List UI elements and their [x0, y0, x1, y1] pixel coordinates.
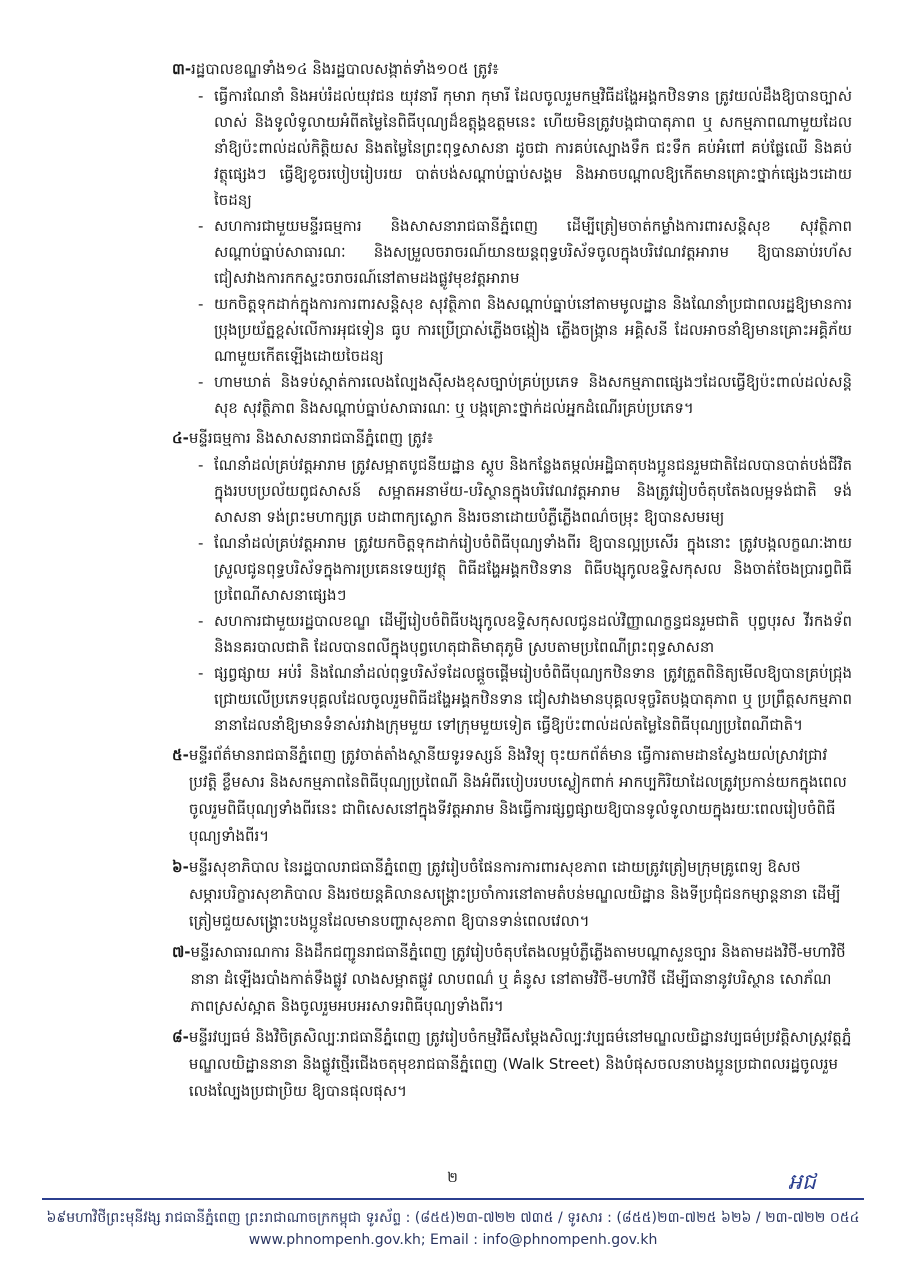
bullet-text: សហការជាមួយមន្ទីរធម្មការ និងសាសនារាជធានីភ្នំពេញ ដើម្បីត្រៀមចាត់កម្លាំងការពារសន្តិសុខ សុវត្ថិភាព សណ្តាប់ធ្នាប់សាធារណៈ និងសម្រួលចរាចរណ៍យានយន្តពុទ្ធបរិស័ទចូលក្នុងបរិវេណវត្តអារាម ឱ្យបានឆាប់រហ័ស ជៀសវាងការកកស្ទះចរាចរណ៍នៅតាមដងផ្លូវមុខវត្តអារាម	[214, 217, 852, 287]
numbered-item	[172, 425, 852, 738]
numbered-item	[172, 1024, 852, 1105]
bullet-item	[198, 530, 852, 608]
item-number: ៨-	[172, 1028, 189, 1046]
bullet-item	[198, 608, 852, 660]
signature-initials: អជ	[788, 1170, 816, 1195]
bullet-dash: -	[198, 612, 204, 630]
footer-website-email: www.phnompenh.gov.kh; Email : info@phnompenh.gov.kh	[248, 1232, 658, 1248]
item-heading	[172, 854, 852, 935]
item-text: រដ្ឋបាលខណ្ឌទាំង១៤ និងរដ្ឋបាលសង្កាត់ទាំង១០៥ ត្រូវ៖	[191, 60, 499, 78]
bullet-dash: -	[198, 217, 204, 235]
bullet-item	[198, 291, 852, 369]
item-heading	[172, 56, 852, 83]
item-heading	[172, 742, 852, 850]
bullet-item	[198, 452, 852, 530]
bullet-text: ធ្វើការណែនាំ និងអប់រំដល់យុវជន យុវនារី កុមារា កុមារី ដែលចូលរួមកម្មវិធីដង្ហែអង្គកឋិនទាន ត្រូវយល់ដឹងឱ្យបានច្បាស់លាស់ និងទូលំទូលាយអំពីតម្លៃនៃពិធីបុណ្យដ៏ឧត្តុង្គឧត្តមនេះ ហើយមិនត្រូវបង្កជាបាតុភាព ឬ សកម្មភាពណាមួយដែលនាំឱ្យប៉ះពាល់ដល់កិត្តិយស និងតម្លៃនៃព្រះពុទ្ធសាសនា ដូចជា ការគប់ស្បោងទឹក ជះទឹក គប់អំពៅ គប់ផ្លែឈើ និងគប់វត្ថុផ្សេងៗ ធ្វើឱ្យខូចរបៀបរៀបរយ បាត់បង់សណ្តាប់ធ្នាប់សង្គម និងអាចបណ្តាលឱ្យកើតមានគ្រោះថ្នាក់ផ្សេងៗដោយចៃដន្យ	[214, 87, 852, 209]
item-heading	[172, 425, 852, 452]
bullet-item	[198, 83, 852, 213]
item-text: មន្ទីរវប្បធម៌ និងវិចិត្រសិល្បៈរាជធានីភ្នំពេញ ត្រូវរៀបចំកម្មវិធីសម្តែងសិល្បៈវប្បធម៌នៅមណ្ឌលយិដ្ឋានវប្បធម៌ប្រវត្តិសាស្ត្រវត្តភ្នំ មណ្ឌលយិដ្ឋាននានា និងផ្លូវថ្មើរជើងចតុមុខរាជធានីភ្នំពេញ (Walk Street) និងបំផុសចលនាបងប្អូនប្រជាពលរដ្ឋចូលរួមលេងល្បែងប្រជាប្រិយ ឱ្យបានផុលផុស។	[188, 1028, 852, 1100]
bullet-dash: -	[198, 664, 204, 682]
bullet-text: ផ្សព្វផ្សាយ អប់រំ និងណែនាំដល់ពុទ្ធបរិស័ទដែលផ្តួចផ្តើមរៀបចំពិធីបុណ្យកឋិនទាន ត្រូវត្រួតពិនិត្យមើលឱ្យបានគ្រប់ជ្រុងជ្រោយលើប្រភេទបុគ្គលដែលចូលរួមពិធីដង្ហែអង្គកឋិនទាន ជៀសវាងមានបុគ្គលទុច្ចរិតបង្កបាតុភាព ឬ ប្រព្រឹត្តសកម្មភាពនានាដែលនាំឱ្យមានទំនាស់រវាងក្រុមមួយ ទៅក្រុមមួយទៀត ធ្វើឱ្យប៉ះពាល់ដល់តម្លៃនៃពិធីបុណ្យប្រពៃណីជាតិ។	[214, 664, 852, 734]
item-text: មន្ទីរធម្មការ និងសាសនារាជធានីភ្នំពេញ ត្រូវ៖	[188, 429, 434, 447]
bullet-item	[198, 213, 852, 291]
bullet-dash: -	[198, 295, 204, 313]
bullet-dash: -	[198, 456, 204, 474]
numbered-item	[172, 742, 852, 850]
item-text: មន្ទីរសុខាភិបាល នៃរដ្ឋបាលរាជធានីភ្នំពេញ ត្រូវរៀបចំផែនការការពារសុខភាព ដោយត្រូវត្រៀមក្រុមគ្រូពេទ្យ ឱសថ សម្ភារបរិក្ខារសុខាភិបាល និងរថយន្តគិលានសង្គ្រោះប្រចាំការនៅតាមតំបន់មណ្ឌលយិដ្ឋាន និងទីប្រជុំជនកម្សាន្តនានា ដើម្បីត្រៀមជួយសង្គ្រោះបងប្អូនដែលមានបញ្ហាសុខភាព ឱ្យបានទាន់ពេលវេលា។	[188, 858, 841, 930]
bullet-text: ណែនាំដល់គ្រប់វត្តអារាម ត្រូវសម្អាតបូជនីយដ្ឋាន ស្តូប និងកន្លែងតម្កល់អដ្ឋិធាតុបងប្អូនជនរួមជាតិដែលបានបាត់បង់ជីវិតក្នុងរបបប្រល័យពូជសាសន៍ សម្អាតអនាម័យ-បរិស្ថានក្នុងបរិវេណវត្តអារាម និងត្រូវរៀបចំតុបតែងលម្អទង់ជាតិ ទង់សាសនា ទង់ព្រះមហាក្សត្រ បដាពាក្យស្លោក និងរចនាដោយបំភ្លឺភ្លើងពណ៌ចម្រុះ ឱ្យបានសមរម្យ	[214, 456, 852, 526]
item-number: ៤-	[172, 429, 189, 447]
item-text: មន្ទីរសាធារណការ និងដឹកជញ្ជូនរាជធានីភ្នំពេញ ត្រូវរៀបចំតុបតែងលម្អបំភ្លឺភ្លើងតាមបណ្តាសួនច្បារ និងតាមដងវិថី-មហាវិថីនានា ដំឡើងរបាំងកាត់ទឹងផ្លូវ លាងសម្អាតផ្លូវ លាបពណ៌ ឬ គំនូស នៅតាមវិថី-មហាវិថី ដើម្បីធានានូវបរិស្ថាន សោភ័ណភាពស្រស់ស្អាត និងចូលរួមអបអរសាទរពិធីបុណ្យទាំងពីរ។	[190, 943, 846, 1015]
numbered-item	[172, 854, 852, 935]
bullet-text: ហាមឃាត់ និងទប់ស្កាត់ការលេងល្បែងស៊ីសងខុសច្បាប់គ្រប់ប្រភេទ និងសកម្មភាពផ្សេងៗដែលធ្វើឱ្យប៉ះពាល់ដល់សន្តិសុខ សុវត្ថិភាព និងសណ្តាប់ធ្នាប់សាធារណៈ ឬ បង្កគ្រោះថ្នាក់ដល់អ្នកដំណើរគ្រប់ប្រភេទ។	[214, 373, 852, 417]
item-number: ៣-	[172, 60, 192, 78]
bullet-text: ណែនាំដល់គ្រប់វត្តអារាម ត្រូវយកចិត្តទុកដាក់រៀបចំពិធីបុណ្យទាំងពីរ ឱ្យបានល្អប្រសើរ ក្នុងនោះ ត្រូវបង្កលក្ខណៈងាយស្រួលជូនពុទ្ធបរិស័ទក្នុងការប្រគេនទេយ្យវត្ថុ ពិធីដង្ហែអង្គកឋិនទាន ពិធីបង្សុកូលឧទ្ទិសកុសល និងចាត់ចែងប្រារព្ធពិធីប្រពៃណីសាសនាផ្សេងៗ	[214, 534, 852, 604]
item-heading	[172, 1024, 852, 1105]
bullet-dash: -	[198, 534, 204, 552]
bullet-dash: -	[198, 373, 204, 391]
document-body	[172, 56, 852, 1109]
item-number: ៦-	[172, 858, 189, 876]
bullet-list	[198, 452, 852, 738]
item-number: ៧-	[172, 943, 191, 961]
item-text: មន្ទីរព័ត៌មានរាជធានីភ្នំពេញ ត្រូវចាត់តាំងស្ថានីយទូរទស្សន៍ និងវិទ្យុ ចុះយកព័ត៌មាន ធ្វើការតាមដានស្វែងយល់ស្រាវជ្រាវប្រវត្តិ ខ្លឹមសារ និងសកម្មភាពនៃពិធីបុណ្យប្រពៃណី និងអំពីរបៀបរបបស្លៀកពាក់ អាកប្បកិរិយាដែលត្រូវប្រកាន់យកក្នុងពេលចូលរួមពិធីបុណ្យទាំងពីរនេះ ជាពិសេសនៅក្នុងទីវត្តអារាម និងធ្វើការផ្សព្វផ្សាយឱ្យបានទូលំទូលាយក្នុងរយៈពេលរៀបចំពិធីបុណ្យទាំងពីរ។	[188, 746, 847, 845]
bullet-list	[198, 83, 852, 421]
bullet-item	[198, 369, 852, 421]
numbered-item	[172, 939, 852, 1020]
item-number: ៥-	[172, 746, 189, 764]
page-number: ២	[447, 1170, 458, 1186]
bullet-text: សហការជាមួយរដ្ឋបាលខណ្ឌ ដើម្បីរៀបចំពិធីបង្សុកូលឧទ្ទិសកុសលជូនដល់វិញ្ញាណក្ខន្ធជនរួមជាតិ បុព្វបុរស វីរកងទ័ព និងនគរបាលជាតិ ដែលបានពលីក្នុងបុព្វហេតុជាតិមាតុភូមិ ស្របតាមប្រពៃណីព្រះពុទ្ធសាសនា	[214, 612, 852, 656]
footer-address: ៦៩មហាវិថីព្រះមុនីវង្ស រាជធានីភ្នំពេញ ព្រះរាជាណាចក្រកម្ពុជា ទូរស័ព្ទ : (៨៥៥)២៣-៧២២ ៧៣៥ / ទូរសារ : (៨៥៥)២៣-៧២៥ ៦២៦ / ២៣-៧២២ ០៥៤	[46, 1210, 860, 1226]
footer-divider	[42, 1198, 864, 1200]
item-heading	[172, 939, 852, 1020]
bullet-text: យកចិត្តទុកដាក់ក្នុងការការពារសន្តិសុខ សុវត្ថិភាព និងសណ្តាប់ធ្នាប់នៅតាមមូលដ្ឋាន និងណែនាំប្រជាពលរដ្ឋឱ្យមានការប្រុងប្រយ័ត្នខ្ពស់លើការអុជទៀន ធូប ការប្រើប្រាស់ភ្លើងចង្កៀង ភ្លើងចង្រ្កាន អគ្គិសនី ដែលអាចនាំឱ្យមានគ្រោះអគ្គិភ័យណាមួយកើតឡើងដោយចៃដន្យ	[214, 295, 852, 365]
numbered-item	[172, 56, 852, 421]
bullet-item	[198, 660, 852, 738]
bullet-dash: -	[198, 87, 204, 105]
